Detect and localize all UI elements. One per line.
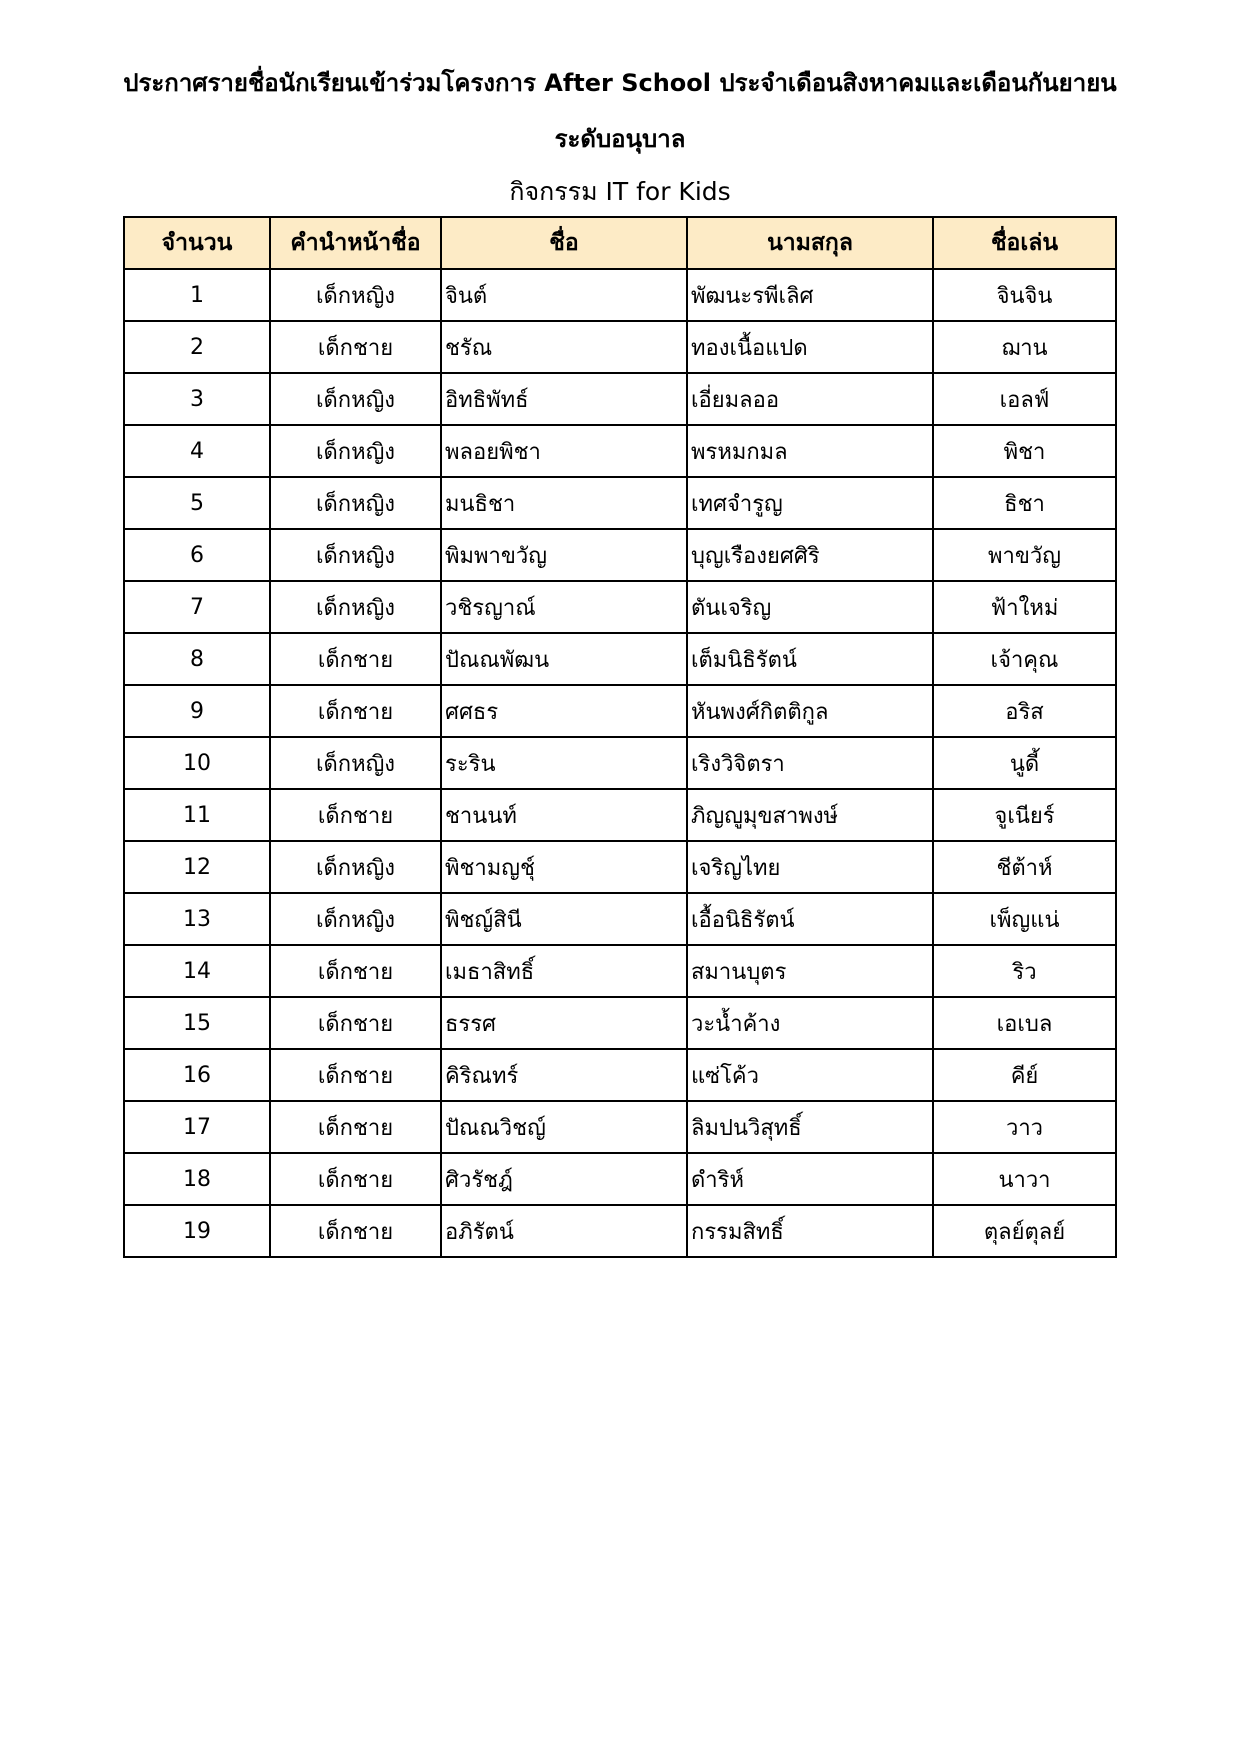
cell-title: เด็กหญิง [270, 529, 441, 581]
table-row [124, 581, 1116, 633]
cell-number: 9 [124, 685, 270, 737]
header-title: คำนำหน้าชื่อ [270, 217, 441, 269]
cell-last-name: กรรมสิทธิ์ [687, 1205, 933, 1257]
cell-first-name: ศศธร [441, 685, 687, 737]
cell-number: 5 [124, 477, 270, 529]
cell-number: 8 [124, 633, 270, 685]
cell-first-name: ชานนท์ [441, 789, 687, 841]
cell-title: เด็กหญิง [270, 425, 441, 477]
cell-title: เด็กหญิง [270, 373, 441, 425]
cell-first-name: ชรัณ [441, 321, 687, 373]
cell-first-name: เมธาสิทธิ์ [441, 945, 687, 997]
cell-nickname: จูเนียร์ [933, 789, 1116, 841]
table-row [124, 1153, 1116, 1205]
cell-title: เด็กหญิง [270, 581, 441, 633]
cell-title: เด็กชาย [270, 1101, 441, 1153]
cell-nickname: นูดี้ [933, 737, 1116, 789]
cell-last-name: ภิญญูมุขสาพงษ์ [687, 789, 933, 841]
cell-nickname: อริส [933, 685, 1116, 737]
cell-first-name: จินต์ [441, 269, 687, 321]
cell-last-name: บุญเรืองยศศิริ [687, 529, 933, 581]
table-row [124, 321, 1116, 373]
cell-last-name: เต็มนิธิรัตน์ [687, 633, 933, 685]
cell-nickname: ริว [933, 945, 1116, 997]
table-row [124, 841, 1116, 893]
cell-number: 3 [124, 373, 270, 425]
announcement-title: ประกาศรายชื่อนักเรียนเข้าร่วมโครงการ After School ประจำเดือนสิงหาคมและเดือนกันยายน [123, 69, 1117, 97]
cell-first-name: พิชญ์สินี [441, 893, 687, 945]
cell-nickname: ชีต้าห์ [933, 841, 1116, 893]
cell-nickname: เอลฟ์ [933, 373, 1116, 425]
header-first-name: ชื่อ [441, 217, 687, 269]
cell-first-name: คิริณทร์ [441, 1049, 687, 1101]
cell-nickname: เจ้าคุณ [933, 633, 1116, 685]
cell-number: 15 [124, 997, 270, 1049]
cell-number: 2 [124, 321, 270, 373]
table-header [124, 217, 1116, 269]
cell-last-name: ลิมปนวิสุทธิ์ [687, 1101, 933, 1153]
cell-nickname: ฌาน [933, 321, 1116, 373]
table-row [124, 633, 1116, 685]
cell-last-name: ตันเจริญ [687, 581, 933, 633]
cell-number: 7 [124, 581, 270, 633]
table-row [124, 789, 1116, 841]
cell-first-name: พิมพาขวัญ [441, 529, 687, 581]
table-row [124, 425, 1116, 477]
cell-number: 13 [124, 893, 270, 945]
cell-nickname: คีย์ [933, 1049, 1116, 1101]
cell-last-name: เทศจำรูญ [687, 477, 933, 529]
cell-last-name: เริงวิจิตรา [687, 737, 933, 789]
cell-last-name: สมานบุตร [687, 945, 933, 997]
cell-last-name: ดำริห์ [687, 1153, 933, 1205]
cell-first-name: อภิรัตน์ [441, 1205, 687, 1257]
cell-nickname: ธิชา [933, 477, 1116, 529]
cell-first-name: ปัณณพัฒน [441, 633, 687, 685]
cell-first-name: อิทธิพัทธ์ [441, 373, 687, 425]
cell-title: เด็กชาย [270, 1205, 441, 1257]
table-row [124, 373, 1116, 425]
cell-first-name: ปัณณวิชญ์ [441, 1101, 687, 1153]
cell-first-name: พลอยพิชา [441, 425, 687, 477]
cell-last-name: แซ่โค้ว [687, 1049, 933, 1101]
cell-title: เด็กชาย [270, 945, 441, 997]
cell-nickname: พาขวัญ [933, 529, 1116, 581]
table-row [124, 685, 1116, 737]
header-number: จำนวน [124, 217, 270, 269]
cell-first-name: วชิรญาณ์ [441, 581, 687, 633]
cell-nickname: วาว [933, 1101, 1116, 1153]
cell-title: เด็กหญิง [270, 737, 441, 789]
cell-title: เด็กหญิง [270, 841, 441, 893]
header-row [124, 217, 1116, 269]
cell-number: 17 [124, 1101, 270, 1153]
cell-first-name: ธรรศ [441, 997, 687, 1049]
cell-first-name: ศิวรัชฎ์ [441, 1153, 687, 1205]
cell-title: เด็กหญิง [270, 893, 441, 945]
cell-number: 14 [124, 945, 270, 997]
cell-nickname: เพ็ญแน่ [933, 893, 1116, 945]
table-row [124, 269, 1116, 321]
cell-title: เด็กชาย [270, 997, 441, 1049]
cell-nickname: เอเบล [933, 997, 1116, 1049]
student-roster-table [123, 216, 1117, 1258]
table-row [124, 997, 1116, 1049]
cell-nickname: ตุลย์ตุลย์ [933, 1205, 1116, 1257]
cell-title: เด็กชาย [270, 789, 441, 841]
cell-title: เด็กชาย [270, 1049, 441, 1101]
cell-first-name: มนธิชา [441, 477, 687, 529]
cell-number: 16 [124, 1049, 270, 1101]
table-row [124, 1101, 1116, 1153]
cell-number: 1 [124, 269, 270, 321]
header-nickname: ชื่อเล่น [933, 217, 1116, 269]
cell-nickname: พิชา [933, 425, 1116, 477]
cell-number: 10 [124, 737, 270, 789]
cell-last-name: หันพงศ์กิตติกูล [687, 685, 933, 737]
cell-number: 6 [124, 529, 270, 581]
activity-subtitle: กิจกรรม IT for Kids [509, 177, 731, 206]
table-row [124, 1049, 1116, 1101]
table-body [124, 269, 1116, 1257]
table-row [124, 737, 1116, 789]
table-row [124, 893, 1116, 945]
cell-last-name: เจริญไทย [687, 841, 933, 893]
cell-title: เด็กชาย [270, 1153, 441, 1205]
cell-first-name: พิชามญชุ์ [441, 841, 687, 893]
cell-last-name: วะน้ำค้าง [687, 997, 933, 1049]
cell-number: 11 [124, 789, 270, 841]
table-row [124, 529, 1116, 581]
header-last-name: นามสกุล [687, 217, 933, 269]
cell-last-name: เอื้อนิธิรัตน์ [687, 893, 933, 945]
table-row [124, 477, 1116, 529]
cell-number: 18 [124, 1153, 270, 1205]
cell-title: เด็กชาย [270, 685, 441, 737]
cell-nickname: จินจิน [933, 269, 1116, 321]
cell-last-name: ทองเนื้อแปด [687, 321, 933, 373]
cell-last-name: พรหมกมล [687, 425, 933, 477]
cell-last-name: พัฒนะรพีเลิศ [687, 269, 933, 321]
cell-number: 19 [124, 1205, 270, 1257]
table-row [124, 1205, 1116, 1257]
cell-title: เด็กชาย [270, 321, 441, 373]
cell-number: 4 [124, 425, 270, 477]
cell-nickname: นาวา [933, 1153, 1116, 1205]
cell-last-name: เอี่ยมลออ [687, 373, 933, 425]
cell-title: เด็กหญิง [270, 477, 441, 529]
cell-title: เด็กชาย [270, 633, 441, 685]
cell-first-name: ระริน [441, 737, 687, 789]
cell-nickname: ฟ้าใหม่ [933, 581, 1116, 633]
cell-number: 12 [124, 841, 270, 893]
cell-title: เด็กหญิง [270, 269, 441, 321]
table-row [124, 945, 1116, 997]
level-subtitle: ระดับอนุบาล [554, 125, 686, 153]
